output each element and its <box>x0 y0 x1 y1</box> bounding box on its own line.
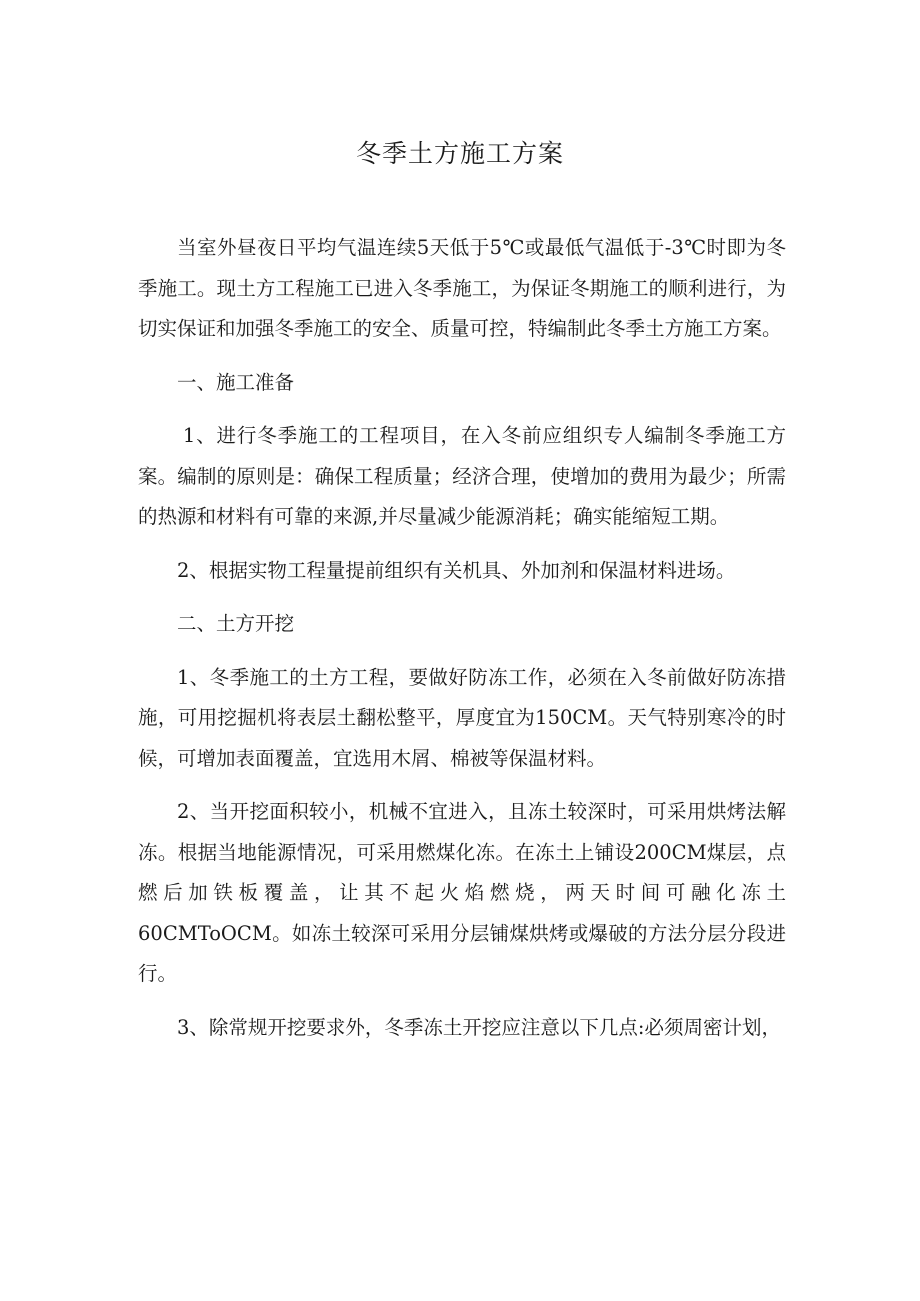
preparation-item-1: 1、进行冬季施工的工程项目，在入冬前应组织专人编制冬季施工方案。编制的原则是：确保工程质量；经济合理，使增加的费用为最少；所需的热源和材料有可靠的来源,并尽量减少能源消耗；确实能缩短工期。 <box>138 424 786 528</box>
excavation-item-1: 1、冬季施工的土方工程，要做好防冻工作，必须在入冬前做好防冻措施，可用挖掘机将表层土翻松整平，厚度宜为150CM。天气特别寒冷的时候，可增加表面覆盖，宜选用木屑、棉被等保温材料。 <box>138 665 786 770</box>
document-body <box>138 228 786 1061</box>
intro-paragraph: 当室外昼夜日平均气温连续5天低于5℃或最低气温低于-3℃时即为冬季施工。现土方工程施工已进入冬季施工，为保证冬期施工的顺利进行，为切实保证和加强冬季施工的安全、质量可控，特编制此冬季土方施工方案。 <box>138 236 786 340</box>
section-heading-excavation: 二、土方开挖 <box>177 612 295 635</box>
document-title: 冬季土方施工方案 <box>355 139 564 168</box>
section-heading-preparation: 一、施工准备 <box>177 370 295 394</box>
excavation-item-3: 3、除常规开挖要求外，冬季冻土开挖应注意以下几点:必须周密计划， <box>177 1015 781 1039</box>
preparation-item-2: 2、根据实物工程量提前组织有关机具、外加剂和保温材料进场。 <box>177 558 736 582</box>
excavation-item-2: 2、当开挖面积较小，机械不宜进入，且冻土较深时，可采用烘烤法解冻。根据当地能源情况，可采用燃煤化冻。在冻土上铺设200CM煤层，点燃后加铁板覆盖，让其不起火焰燃烧，两天时间可融化冻土60CMToOCM。如冻土较深可采用分层铺煤烘烤或爆破的方法分层分段进行。 <box>138 800 786 985</box>
